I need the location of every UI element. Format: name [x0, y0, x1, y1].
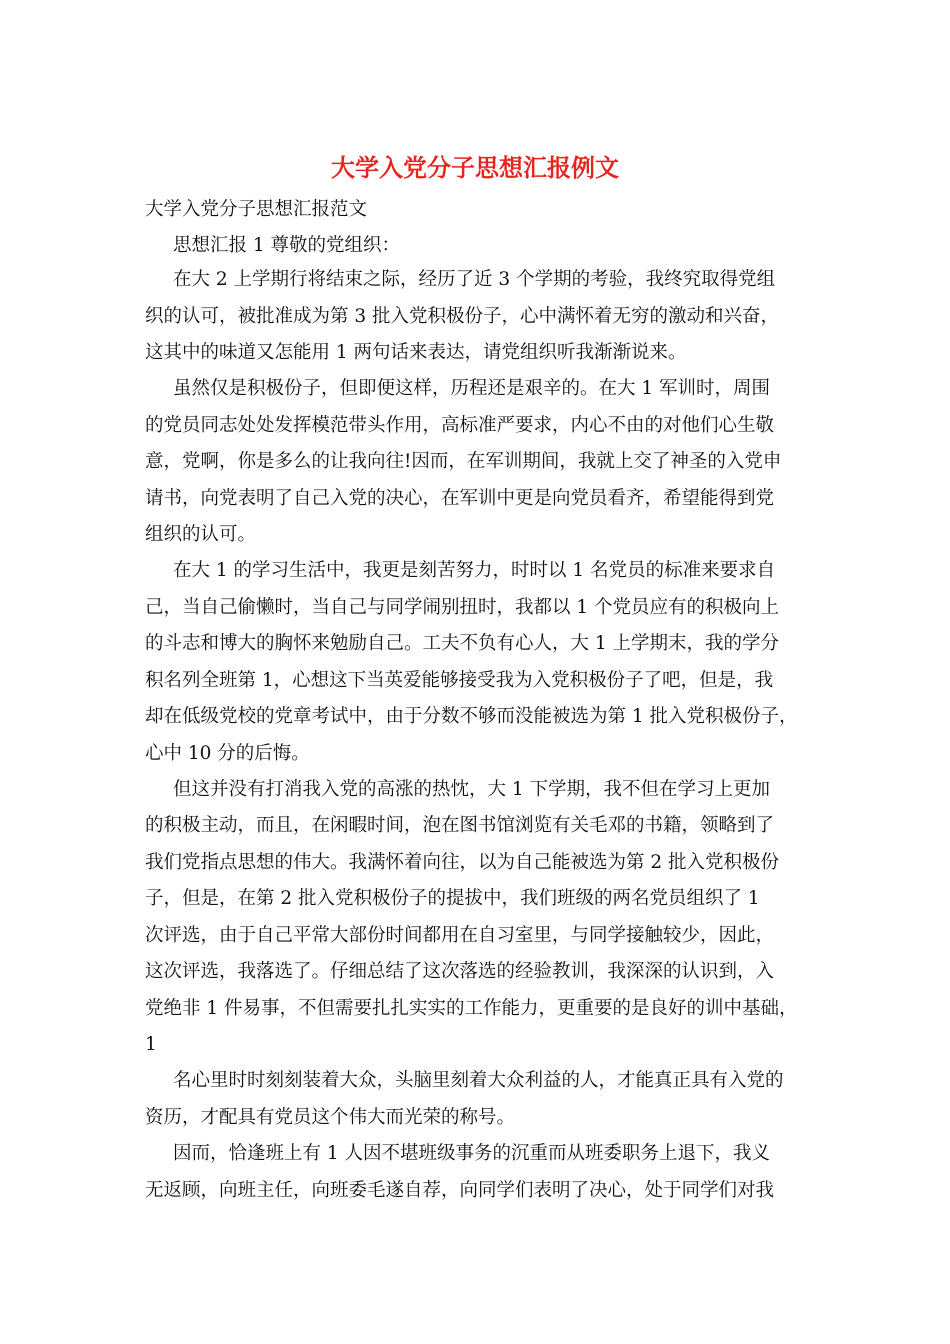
paragraph-line: 1: [145, 1034, 157, 1055]
document-title: 大学入党分子思想汇报例文: [331, 153, 619, 182]
paragraph-line: 意，党啊，你是多么的让我向往!因而，在军训期间，我就上交了神圣的入党申: [145, 451, 782, 472]
paragraph-line: 但这并没有打消我入党的高涨的热忱，大 1 下学期，我不但在学习上更加: [173, 779, 771, 800]
paragraph-line: 请书，向党表明了自己入党的决心，在军训中更是向党员看齐，希望能得到党: [145, 488, 775, 509]
paragraph-line: 名心里时时刻刻装着大众，头脑里刻着大众利益的人，才能真正具有入党的: [173, 1070, 784, 1091]
paragraph-line: 的斗志和博大的胸怀来勉励自己。工夫不负有心人，大 1 上学期末，我的学分: [145, 633, 780, 654]
paragraph-line: 资历，才配具有党员这个伟大而光荣的称号。: [145, 1107, 516, 1128]
paragraph-line: 因而，恰逢班上有 1 人因不堪班级事务的沉重而从班委职务上退下，我义: [173, 1143, 771, 1164]
paragraph-line: 己，当自己偷懒时，当自己与同学闹别扭时，我都以 1 个党员应有的积极向上: [145, 597, 780, 618]
paragraph-line: 织的认可，被批准成为第 3 批入党积极份子，心中满怀着无穷的激动和兴奋，: [145, 306, 780, 327]
paragraph-line: 党绝非 1 件易事，不但需要扎扎实实的工作能力，更重要的是良好的训中基础，: [145, 998, 798, 1019]
paragraph-line: 次评选，由于自己平常大部份时间都用在自习室里，与同学接触较少，因此，: [145, 925, 775, 946]
paragraph-line: 在大 2 上学期行将结束之际，经历了近 3 个学期的考验，我终究取得党组: [173, 269, 776, 290]
paragraph-line: 积名列全班第 1，心想这下当英爱能够接受我为入党积极份子了吧，但是，我: [145, 670, 774, 691]
paragraph-line: 我们党指点思想的伟大。我满怀着向往，以为自己能被选为第 2 批入党积极份: [145, 852, 780, 873]
paragraph-line: 在大 1 的学习生活中，我更是刻苦努力，时时以 1 名党员的标准来要求自: [173, 560, 776, 581]
paragraph-line: 虽然仅是积极份子，但即便这样，历程还是艰辛的。在大 1 军训时，周围: [173, 378, 771, 399]
salutation-line: 思想汇报 1 尊敬的党组织：: [173, 235, 401, 256]
paragraph-line: 心中 10 分的后悔。: [145, 743, 310, 764]
subtitle-line: 大学入党分子思想汇报范文: [145, 199, 368, 220]
paragraph-line: 却在低级党校的党章考试中，由于分数不够而没能被选为第 1 批入党积极份子，: [145, 706, 798, 727]
paragraph-line: 的积极主动，而且，在闲暇时间，泡在图书馆浏览有关毛邓的书籍，领略到了: [145, 815, 775, 836]
paragraph-line: 无返顾，向班主任，向班委毛遂自荐，向同学们表明了决心，处于同学们对我: [145, 1180, 775, 1201]
paragraph-line: 这次评选，我落选了。仔细总结了这次落选的经验教训，我深深的认识到，入: [145, 961, 775, 982]
paragraph-line: 子，但是，在第 2 批入党积极份子的提拔中，我们班级的两名党员组织了 1: [145, 888, 760, 909]
paragraph-line: 组织的认可。: [145, 524, 257, 545]
paragraph-line: 的党员同志处处发挥模范带头作用，高标准严要求，内心不由的对他们心生敬: [145, 415, 775, 436]
paragraph-line: 这其中的味道又怎能用 1 两句话来表达，请党组织听我渐渐说来。: [145, 342, 687, 363]
